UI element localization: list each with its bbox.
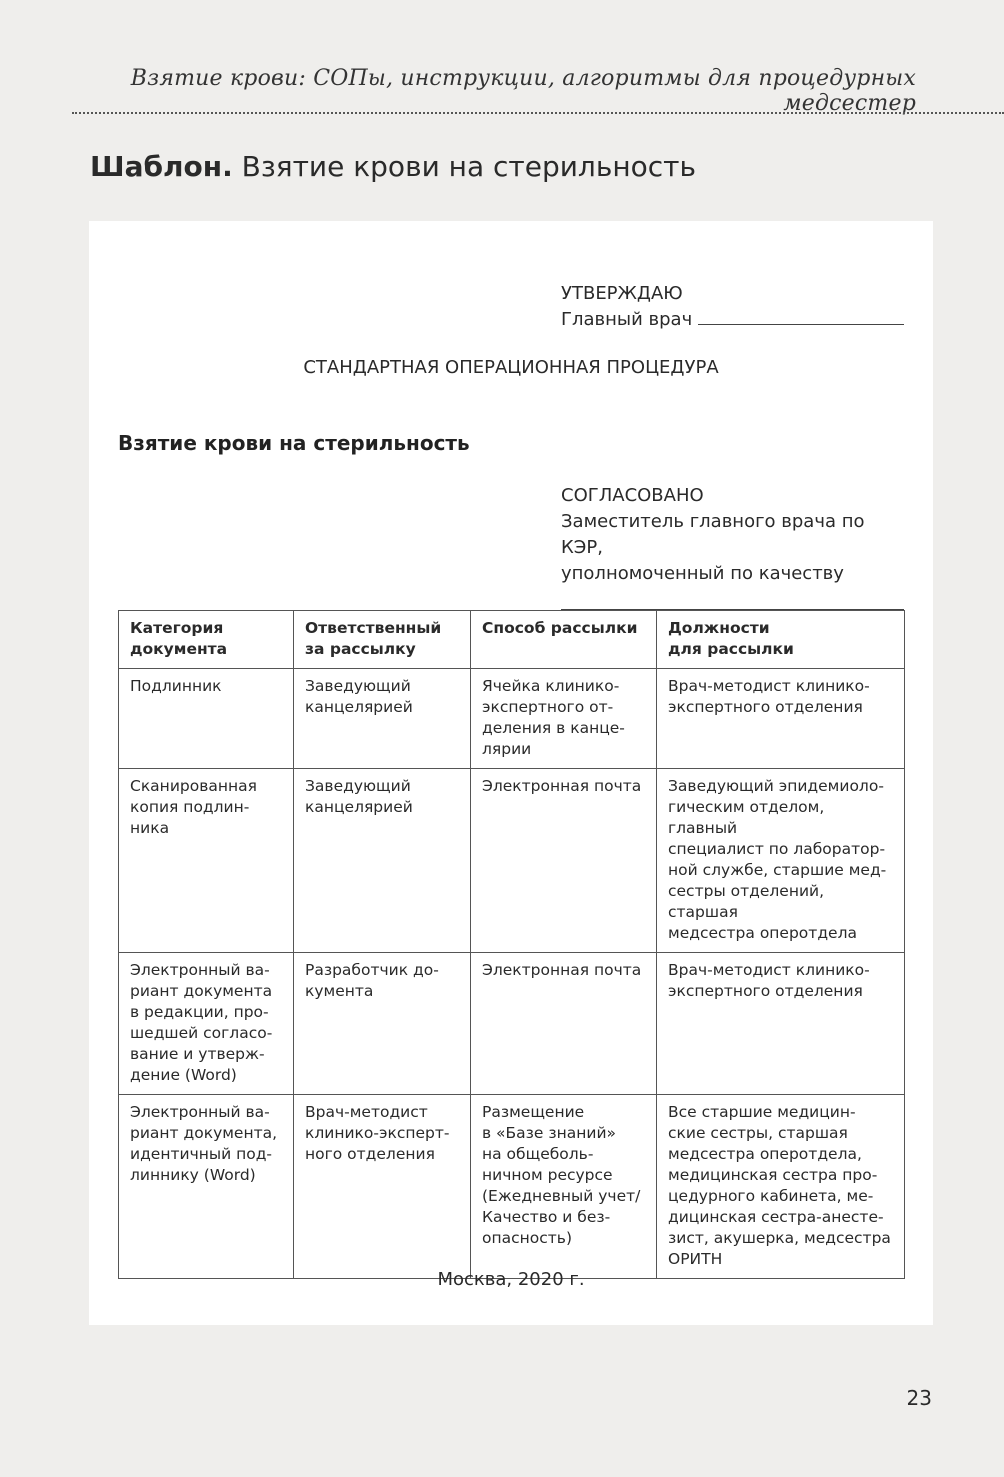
cell-text: Разработчик до- кумента (305, 961, 439, 1000)
column-header-method (471, 611, 657, 669)
cell-text: Все старшие медицин- ские сестры, старшая медсестра оперотдела, медицинская сестра про- цедурного кабинета, ме- дицинская сестра-анесте- зист, акушерка, медсестра ОРИТН (668, 1103, 891, 1268)
table-cell (657, 769, 905, 953)
cell-text: Электронный ва- риант документа, идентичный под- линнику (Word) (130, 1103, 278, 1184)
approval-role: Главный врач (561, 309, 693, 330)
table-cell (294, 669, 471, 769)
column-header-label: Должности для рассылки (668, 619, 794, 658)
city-year: Москва, 2020 г. (437, 1269, 585, 1290)
agreement-role-line1: Заместитель главного врача по КЭР, (561, 511, 865, 558)
table-row (119, 953, 905, 1095)
template-sheet (89, 221, 933, 1325)
table-cell (119, 669, 294, 769)
table-row (119, 669, 905, 769)
page-title (90, 150, 696, 183)
cell-text: Заведующий эпидемиоло- гическим отделом, главный специалист по лаборатор- ной службе, старшие мед- сестры отделений, старшая медсестра оперотдела (668, 777, 887, 942)
approval-signature-line (698, 308, 904, 325)
table-cell (119, 769, 294, 953)
agreement-role-line2: уполномоченный по качеству (561, 563, 844, 584)
distribution-table (118, 610, 905, 1279)
cell-text: Электронный ва- риант документа в редакции, про- шедшей согласо- вание и утверж- дение (Word) (130, 961, 273, 1084)
table-cell (119, 953, 294, 1095)
table-cell (119, 1095, 294, 1279)
table-cell (294, 953, 471, 1095)
table-cell (294, 1095, 471, 1279)
running-header: Взятие крови: СОПы, инструкции, алгоритмы для процедурных медсестер (130, 66, 916, 116)
table-row (119, 769, 905, 953)
cell-text: Размещение в «Базе знаний» на общеболь- ничном ресурсе (Ежедневный учет/ Качество и без- опасность) (482, 1103, 641, 1247)
agreement-heading: СОГЛАСОВАНО (561, 485, 704, 506)
table-cell (657, 953, 905, 1095)
table-cell (471, 1095, 657, 1279)
column-header-responsible (294, 611, 471, 669)
approval-block (561, 281, 904, 333)
agreement-block (561, 483, 904, 610)
table-row (119, 1095, 905, 1279)
header-divider (72, 112, 1004, 114)
column-header-label: Способ рассылки (482, 619, 638, 637)
column-header-category (119, 611, 294, 669)
table-cell (657, 1095, 905, 1279)
cell-text: Сканированная копия подлин- ника (130, 777, 257, 837)
table-cell (471, 669, 657, 769)
page-title-prefix: Шаблон. (90, 150, 233, 183)
cell-text: Заведующий канцелярией (305, 777, 413, 816)
table-header-row (119, 611, 905, 669)
page-title-text: Взятие крови на стерильность (241, 150, 696, 183)
approval-heading: УТВЕРЖДАЮ (561, 283, 683, 304)
document-name: Взятие крови на стерильность (118, 431, 470, 455)
cell-text: Электронная почта (482, 777, 642, 795)
cell-text: Врач-методист клинико-эксперт- ного отделения (305, 1103, 450, 1163)
table-cell (471, 769, 657, 953)
sop-title: СТАНДАРТНАЯ ОПЕРАЦИОННАЯ ПРОЦЕДУРА (303, 357, 719, 378)
cell-text: Подлинник (130, 677, 222, 695)
approval-signature-row (561, 307, 904, 333)
cell-text: Заведующий канцелярией (305, 677, 413, 716)
cell-text: Электронная почта (482, 961, 642, 979)
column-header-label: Ответственный за рассылку (305, 619, 442, 658)
column-header-label: Категория документа (130, 619, 228, 658)
cell-text: Ячейка клинико- экспертного от- деления в канце- лярии (482, 677, 625, 758)
table-cell (657, 669, 905, 769)
cell-text: Врач-методист клинико- экспертного отделения (668, 961, 870, 1000)
cell-text: Врач-методист клинико- экспертного отделения (668, 677, 870, 716)
column-header-positions (657, 611, 905, 669)
table-cell (294, 769, 471, 953)
page-number: 23 (906, 1386, 932, 1410)
table-cell (471, 953, 657, 1095)
